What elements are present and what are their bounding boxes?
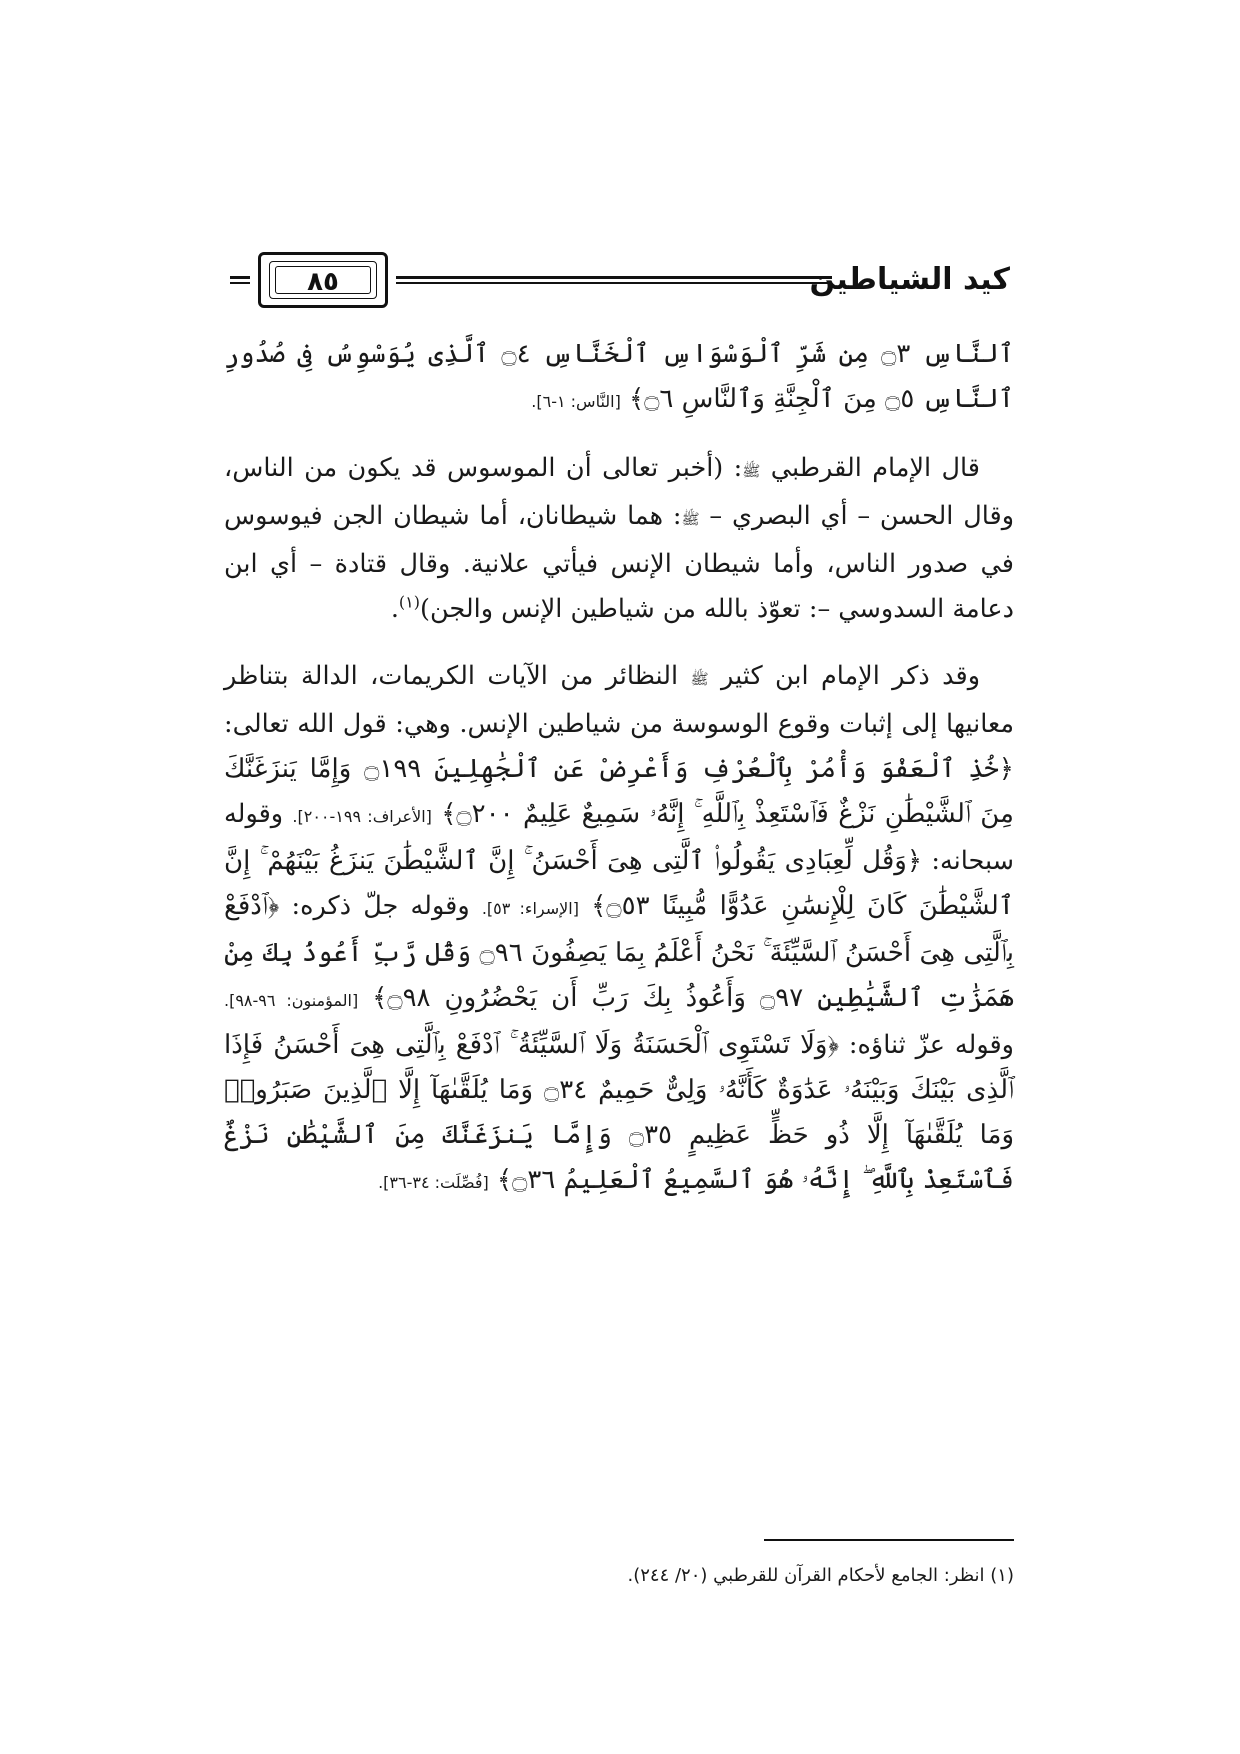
header-rule-left [230, 276, 250, 284]
honorific-symbol: ﷺ [742, 462, 761, 480]
footnote: (١) انظر: الجامع لأحكام القرآن للقرطبي (٢٠/ ٢٤٤). [627, 1565, 1014, 1586]
paragraph-ibn-kathir [224, 654, 1014, 1205]
page-number: ٨٥ [307, 267, 339, 297]
text-segment: وقوله جلّ ذكره: [291, 891, 470, 921]
text-segment: وقوله عزّ ثناؤه: [848, 1030, 1014, 1060]
main-text [224, 332, 1014, 1205]
quran-verse: ﴿ٱدْفَعْ بِٱلَّتِى هِىَ أَحْسَنُ ٱلسَّيِّئَةَ ۚ نَحْنُ أَعْلَمُ بِمَا يَصِفُونَ ۝٩٦ وَقُل رَّبِّ أَعُوذُ بِكَ مِنْ هَمَزَٰتِ ٱلشَّيَٰطِينِ ۝٩٧ وَأَعُوذُ بِكَ رَبِّ أَن يَحْضُرُونِ ۝٩٨﴾ [224, 891, 1015, 1013]
footnote-marker[interactable]: (١) [398, 592, 421, 612]
text-segment: النظائر من الآيات الكريمات، الدالة بتناظر معانيها إلى إثبات وقوع الوسوسة من شياطين الإنس. وهي: قول الله تعالى: [224, 661, 1014, 739]
footnote-separator [764, 1539, 1014, 1541]
page-number-frame [258, 252, 388, 308]
quran-verse: ٱلنَّاسِ ۝٣ مِن شَرِّ ٱلْوَسْوَاسِ ٱلْخَنَّاسِ ۝٤ ٱلَّذِى يُوَسْوِسُ فِى صُدُورِ ٱلنَّاسِ ۝٥ مِنَ ٱلْجِنَّةِ وَٱلنَّاسِ ۝٦﴾ [224, 339, 1015, 414]
quran-verse: ﴿خُذِ ٱلْعَفْوَ وَأْمُرْ بِٱلْعُرْفِ وَأَعْرِضْ عَنِ ٱلْجَٰهِلِينَ ۝١٩٩ وَإِمَّا يَنزَغَنَّكَ مِنَ ٱلشَّيْطَٰنِ نَزْغٌ فَٱسْتَعِذْ بِٱللَّهِ ۚ إِنَّهُۥ سَمِيعٌ عَلِيمٌ ۝٢٠٠﴾ [224, 754, 1014, 829]
honorific-symbol: ﷺ [690, 670, 709, 688]
text-segment: . [390, 594, 399, 624]
running-title: كيد الشياطين [809, 262, 1010, 297]
text-segment: : (أخبر تعالى أن الموسوس قد يكون من الناس، وقال الحسن – أي البصري – [224, 453, 1015, 531]
verse-reference: [الأعراف: ١٩٩-٢٠٠]. [292, 807, 432, 826]
quran-verse: ﴿وَقُل لِّعِبَادِى يَقُولُوا۟ ٱلَّتِى هِىَ أَحْسَنُ ۚ إِنَّ ٱلشَّيْطَٰنَ يَنزَغُ بَيْنَهُمْ ۚ إِنَّ ٱلشَّيْطَٰنَ كَانَ لِلْإِنسَٰنِ عَدُوًّا مُّبِينًا ۝٥٣﴾ [224, 846, 1015, 921]
honorific-symbol: ﷺ [681, 510, 700, 528]
paragraph-verse-an-nas [224, 332, 1014, 424]
text-segment: : هما شيطانان، أما شيطان الجن فيوسوس في صدور الناس، وأما شيطان الإنس فيأتي علانية. وقال قتادة – أي ابن دعامة السدوسي –: تعوّذ بالله من شياطين الإنس والجن) [224, 501, 1014, 624]
text-segment: وقد ذكر الإمام ابن كثير [721, 661, 981, 691]
verse-reference: [النَّاس: ١-٦]. [531, 392, 621, 411]
header-rule-right [396, 276, 832, 284]
verse-reference: [الإسراء: ٥٣]. [481, 899, 579, 918]
text-segment: قال الإمام القرطبي [770, 453, 980, 483]
paragraph-qurtubi [224, 446, 1014, 632]
verse-reference: [فُصِّلَت: ٣٤-٣٦]. [378, 1173, 489, 1192]
page-header [230, 252, 1010, 308]
text-segment: وقوله سبحانه: [224, 799, 1015, 876]
verse-reference: [المؤمنون: ٩٦-٩٨]. [224, 991, 359, 1010]
quran-verse: ﴿وَلَا تَسْتَوِى ٱلْحَسَنَةُ وَلَا ٱلسَّيِّئَةُ ۚ ٱدْفَعْ بِٱلَّتِى هِىَ أَحْسَنُ فَإِذَا ٱلَّذِى بَيْنَكَ وَبَيْنَهُۥ عَدَٰوَةٌ كَأَنَّهُۥ وَلِىٌّ حَمِيمٌ ۝٣٤ وَمَا يُلَقَّىٰهَآ إِلَّا ٱلَّذِينَ صَبَرُوا۟ وَمَا يُلَقَّىٰهَآ إِلَّا ذُو حَظٍّ عَظِيمٍ ۝٣٥ وَإِمَّا يَنزَغَنَّكَ مِنَ ٱلشَّيْطَٰنِ نَزْغٌ فَٱسْتَعِذْ بِٱللَّهِ ۖ إِنَّهُۥ هُوَ ٱلسَّمِيعُ ٱلْعَلِيمُ ۝٣٦﴾ [224, 1030, 1014, 1195]
